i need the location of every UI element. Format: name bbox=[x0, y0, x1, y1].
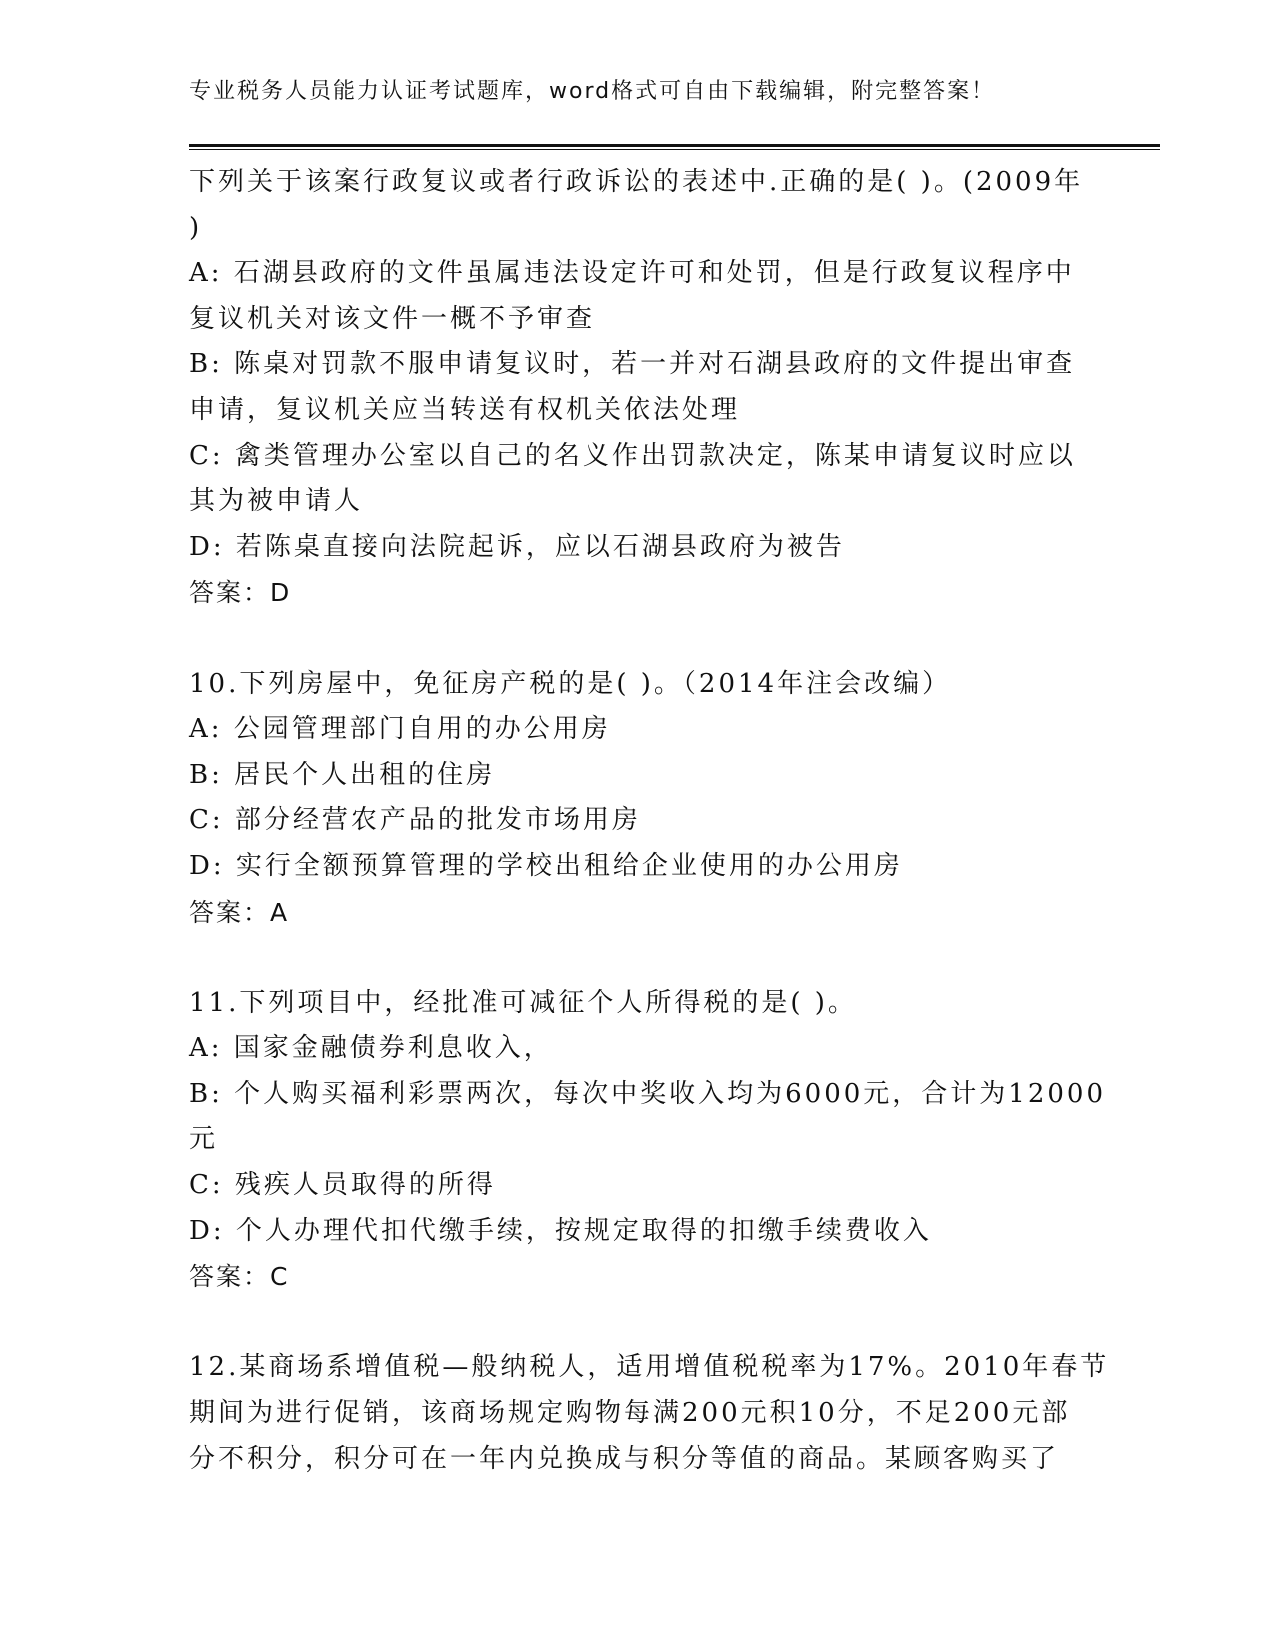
option-d: D: 实行全额预算管理的学校出租给企业使用的办公用房 bbox=[189, 850, 903, 881]
option-c: C: 部分经营农产品的批发市场用房 bbox=[189, 805, 641, 836]
question-prev bbox=[189, 160, 1094, 616]
option-b: 申请，复议机关应当转送有权机关依法处理 bbox=[189, 394, 741, 425]
option-b: B: 陈桌对罚款不服申请复议时，若一并对石湖县政府的文件提出审查 bbox=[189, 349, 1076, 380]
option-a: 复议机关对该文件一概不予审查 bbox=[189, 303, 596, 334]
option-b: 元 bbox=[189, 1124, 219, 1155]
page-header: 专业税务人员能力认证考试题库，word格式可自由下载编辑，附完整答案！ bbox=[189, 79, 996, 104]
option-c: 其为被申请人 bbox=[189, 486, 364, 517]
option-b: B: 居民个人出租的住房 bbox=[189, 759, 496, 790]
option-a: A: 国家金融债券利息收入， bbox=[189, 1033, 553, 1064]
option-b: B: 个人购买福利彩票两次，每次中奖收入均为6000元，合计为12000 bbox=[189, 1078, 1107, 1109]
spacer bbox=[189, 1300, 1094, 1346]
header-rule-thin bbox=[189, 149, 1160, 150]
question-stem: 分不积分，积分可在一年内兑换成与积分等值的商品。某顾客购买了 bbox=[189, 1443, 1060, 1474]
answer-line: 答案：C bbox=[189, 1262, 290, 1292]
spacer bbox=[189, 935, 1094, 981]
question-10 bbox=[189, 662, 1094, 936]
header-rule-thick bbox=[189, 144, 1160, 147]
answer-line: 答案：D bbox=[189, 578, 292, 608]
option-d: D: 个人办理代扣代缴手续，按规定取得的扣缴手续费收入 bbox=[189, 1215, 932, 1246]
option-a: A: 公园管理部门自用的办公用房 bbox=[189, 714, 611, 745]
question-stem: 11.下列项目中，经批准可减征个人所得税的是( )。 bbox=[189, 987, 857, 1018]
option-d: D: 若陈桌直接向法院起诉，应以石湖县政府为被告 bbox=[189, 531, 845, 562]
answer-line: 答案：A bbox=[189, 897, 290, 927]
option-c: C: 残疾人员取得的所得 bbox=[189, 1170, 496, 1201]
question-stem: 期间为进行促销，该商场规定购物每满200元积10分，不足200元部 bbox=[189, 1398, 1071, 1429]
question-stem: 下列关于该案行政复议或者行政诉讼的表述中.正确的是( )。(2009年 bbox=[189, 167, 1084, 197]
question-stem: 10.下列房屋中，免征房产税的是( )。（2014年注会改编） bbox=[189, 668, 952, 699]
question-stem: 12.某商场系增值税—般纳税人，适用增值税税率为17%。2010年春节 bbox=[189, 1352, 1110, 1383]
spacer bbox=[189, 616, 1094, 662]
option-c: C: 禽类管理办公室以自己的名义作出罚款决定，陈某申请复议时应以 bbox=[189, 440, 1076, 471]
document-body bbox=[189, 160, 1110, 1482]
question-12 bbox=[189, 1345, 1110, 1482]
question-11 bbox=[189, 981, 1107, 1300]
option-a: A: 石湖县政府的文件虽属违法设定许可和处罚，但是行政复议程序中 bbox=[189, 258, 1075, 289]
question-stem: ) bbox=[189, 212, 203, 243]
